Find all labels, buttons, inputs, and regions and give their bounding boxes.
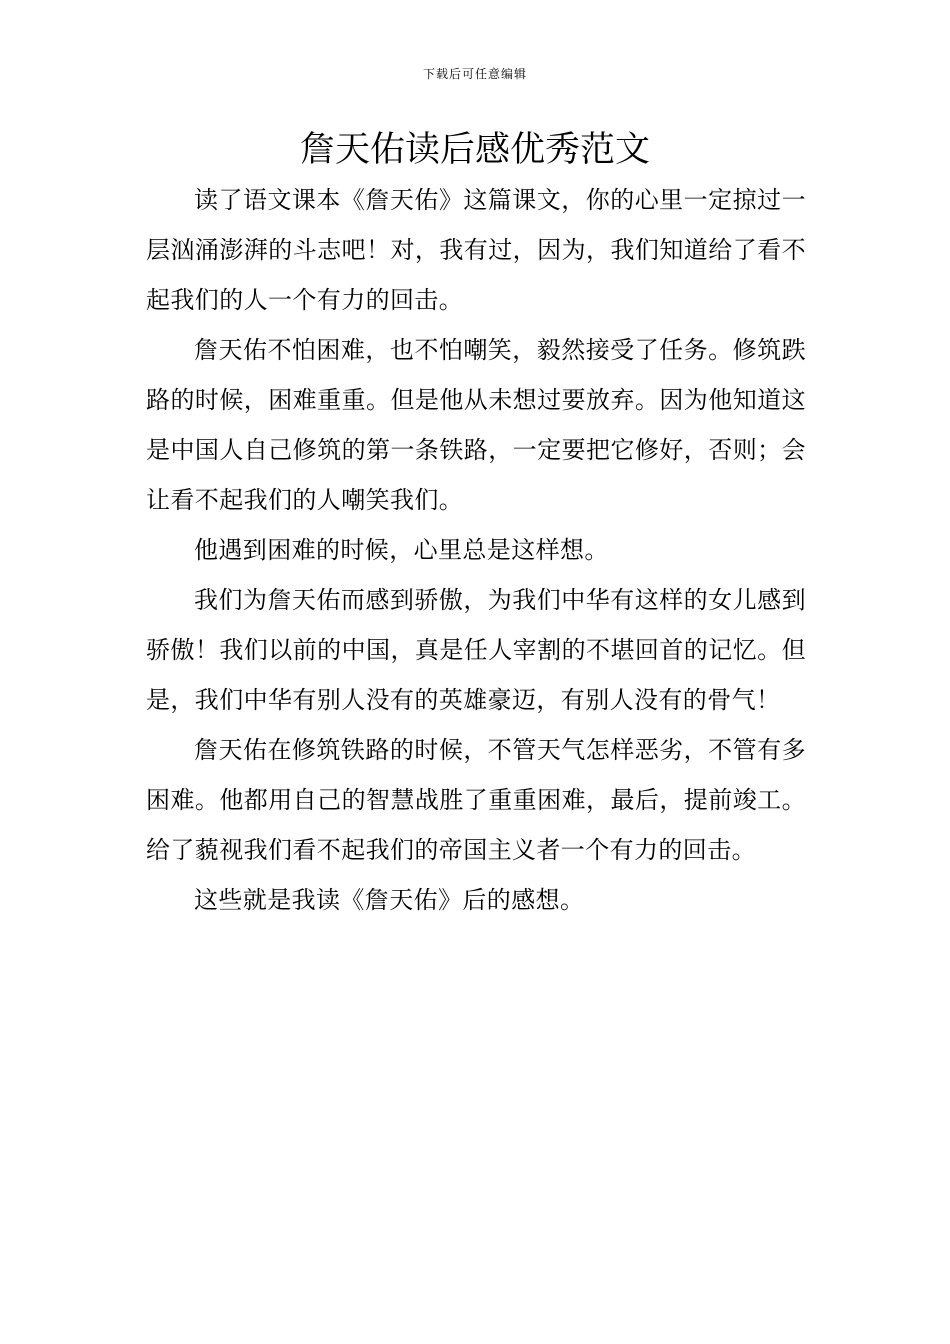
- document-title: 詹天佑读后感优秀范文: [299, 130, 650, 170]
- document-body: [146, 175, 806, 925]
- paragraph-6: 这些就是我读《詹天佑》后的感想。: [194, 886, 585, 914]
- paragraph-2: 詹天佑不怕困难，也不怕嘲笑，毅然接受了任务。修筑跌路的时候，困难重重。但是他从未想过要放弃。因为他知道这是中国人自己修筑的第一条铁路，一定要把它修好，否则；会让看不起我们的人嘲笑我们。: [146, 336, 806, 514]
- paragraph-4: 我们为詹天佑而感到骄傲，为我们中华有这样的女儿感到骄傲！我们以前的中国，真是任人宰割的不堪回首的记忆。但是，我们中华有别人没有的英雄豪迈，有别人没有的骨气！: [146, 586, 806, 714]
- paragraph-3: 他遇到困难的时候，心里总是这样想。: [194, 536, 609, 564]
- paragraph-1: 读了语文课本《詹天佑》这篇课文，你的心里一定掠过一层汹涌澎湃的斗志吧！对，我有过，因为，我们知道给了看不起我们的人一个有力的回击。: [146, 186, 806, 314]
- paragraph-5: 詹天佑在修筑铁路的时候，不管天气怎样恶劣，不管有多困难。他都用自己的智慧战胜了重重困难，最后，提前竣工。给了藐视我们看不起我们的帝国主义者一个有力的回击。: [146, 736, 806, 864]
- header-note: 下载后可任意编辑: [422, 67, 527, 81]
